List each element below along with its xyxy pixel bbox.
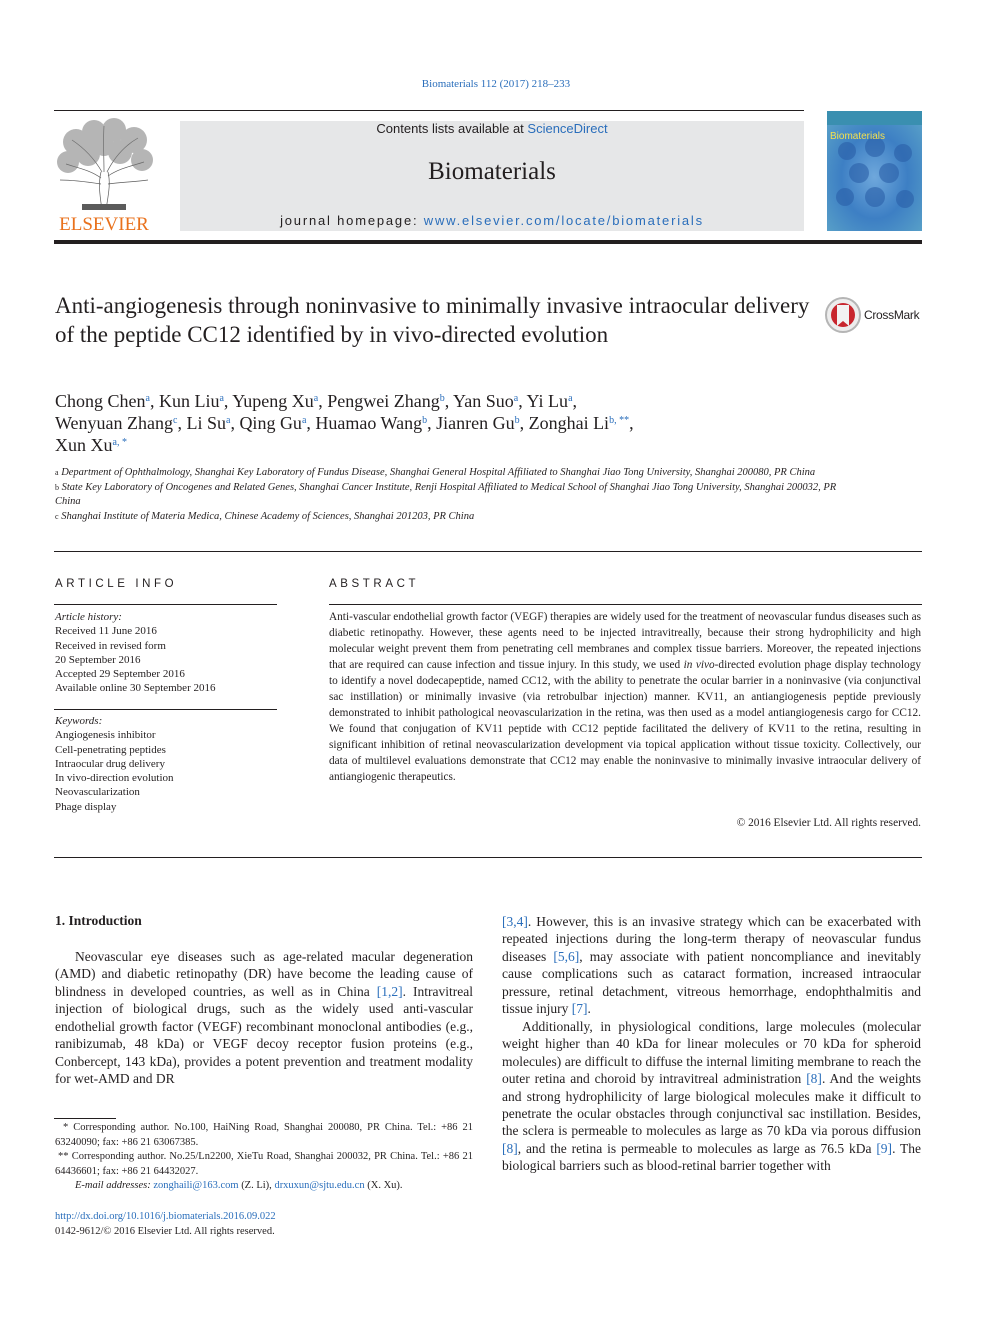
- author[interactable]: Yan Suo$^a$: [453, 391, 519, 411]
- citation-link[interactable]: [1,2]: [376, 983, 403, 999]
- introduction-heading: 1. Introduction: [55, 913, 142, 928]
- keywords-rule: [54, 709, 277, 710]
- journal-cover-thumbnail[interactable]: [827, 111, 922, 231]
- paragraph: Neovascular eye diseases such as age-related macular degeneration (AMD) and diabetic retinopathy (DR) have become the leading cause of blindness in developed countries, as well as in China [1,2]. Intravitreal injection of biological drugs, such as the widely used anti-vascular endothelial growth factor (VEGF) recombinant monoclonal antibodies (e.g., ranibizumab, 48 kDa) or VEGF decoy receptor fusion proteins (e.g., Conbercept, 143 kDa), provides a potent prevention and treatment modality for wet-AMD and DR: [55, 949, 473, 1087]
- paragraph: Additionally, in physiological conditions, large molecules (molecular weight higher than 40 kDa for linear molecules or 70 kDa for spheroid molecules) are difficult to diffuse the internal limiting membrane to reach the outer retina and choroid by intravitreal administration [8]. And the weights and strong hydrophilicity of large biological molecules make it difficult to penetrate the ocular obstacles through conjunctival sac instillation. Besides, the sclera is permeable to molecules as large as 70 kDa via porous diffusion [8], and the retina is permeable to molecules as large as 76.5 kDa [9]. The biological barriers such as blood-retinal barrier together with: [502, 1018, 922, 1174]
- affiliation: $^b$ State Key Laboratory of Oncogenes and Related Genes, Shanghai Cancer Institute, Renji Hospital Affiliated to Medical School of Shanghai Jiao Tong University, Shanghai 200032, PR China: [55, 482, 837, 507]
- corresponding-author-note: * Corresponding author. No.100, HaiNing Road, Shanghai 200080, PR China. Tel.: +86 21 63240090; fax: +86 21 63067385.: [55, 1122, 473, 1148]
- article-history: [55, 610, 277, 696]
- elsevier-logo[interactable]: [54, 118, 154, 236]
- keyword: In vivo-direction evolution: [55, 772, 174, 785]
- author[interactable]: Zonghai $Li^{b, **}$: [528, 413, 630, 433]
- history-entry: Received in revised form: [55, 639, 166, 652]
- history-label: Article history:: [55, 611, 122, 623]
- elsevier-wordmark: ELSEVIER: [59, 214, 149, 235]
- header-thick-rule: [54, 240, 922, 244]
- keyword: Angiogenesis inhibitor: [55, 729, 156, 742]
- history-entry: Accepted 29 September 2016: [55, 668, 185, 681]
- affiliations: [55, 466, 845, 525]
- citation-link[interactable]: [9]: [876, 1140, 893, 1156]
- affiliation: $^a$ Department of Ophthalmology, Shanghai Key Laboratory of Fundus Disease, Shanghai General Hospital Affiliated to Shanghai Jiao Tong University, Shanghai 200080, PR China: [55, 467, 816, 478]
- article-info-rule: [54, 604, 277, 605]
- homepage-link[interactable]: www.elsevier.com/locate/biomaterials: [423, 213, 704, 228]
- crossmark-label: CrossMark: [864, 308, 920, 322]
- author[interactable]: Chong Chen$^a$: [55, 391, 150, 411]
- citation-link[interactable]: [8]: [502, 1140, 518, 1156]
- footnotes: [55, 1121, 473, 1194]
- sciencedirect-link[interactable]: ScienceDirect: [527, 121, 608, 136]
- journal-homepage-line: [180, 213, 804, 228]
- keywords: [55, 714, 277, 814]
- doi-link[interactable]: http://dx.doi.org/10.1016/j.biomaterials.2016.09.022: [55, 1211, 276, 1222]
- author[interactable]: Wenyuan Zhang$^c$: [55, 413, 178, 433]
- corresponding-author-note: ** Corresponding author. No.25/Ln2200, XieTu Road, Shanghai 200032, PR China. Tel.: +86 21 64436601; fax: +86 21 64432027.: [55, 1151, 473, 1177]
- contents-available-line: [180, 121, 804, 136]
- body-column-right: [502, 913, 921, 1175]
- author-list: Chong Chen$^a$, Kun Liu$^a$, Yupeng Xu$^a$, Pengwei Zhang$^b$, Yan Suo$^a$, Yi Lu$^a$, Wenyuan Zhang$^c$, Li Su$^a$, Qing Gu$^a$, Huamao Wang$^b$, Jianren Gu$^b$, Zonghai $Li^{b, **}$, Xun $Xu^{a, *}$: [55, 391, 634, 455]
- author[interactable]: Huamao Wang$^b$: [315, 413, 428, 433]
- journal-title: Biomaterials: [428, 158, 556, 185]
- crossmark-badge[interactable]: [824, 296, 924, 336]
- crossmark-icon: [824, 296, 864, 336]
- abstract-text: Anti-vascular endothelial growth factor (VEGF) therapies are widely used for the treatment of neovascular fundus diseases such as diabetic retinopathy. However, these agents need to be injected intravitreally, because their strong hydrophilicity and high molecular weight prevent them from penetrating cell membranes and complex tissue barriers. Moreover, the repeated injections that are required can cause infection and tissue injury. In this study, we used in vivo-directed evolution phage display technology to identify a novel dodecapeptide, named CC12, with the ability to penetrate the ocular barrier in a noninvasive (via conjunctival sac instillation) or minimally invasive (via retrobulbar injection) manner. KV11, an antiangiogenesis peptide previously demonstrated to inhibit pathological neovascularization in the retina, was then used as a model antiangiogenesis cargo for CC12. We found that conjugation of KV11 peptide with CC12 peptide facilitated the delivery of KV11 to the retina, resulting in significant inhibition of retinal neovascularization development via topical application without tissue toxicity. Collectively, our data of multilevel evaluations demonstrate that CC12 may enable the noninvasive to minimally invasive intraocular delivery of antiangiogenic therapeutics.: [329, 611, 921, 783]
- body-column-left: [55, 948, 473, 1088]
- author[interactable]: Yi Lu$^a$: [526, 391, 573, 411]
- author[interactable]: Jianren Gu$^b$: [436, 413, 520, 433]
- email-addresses: E-mail addresses: zonghaili@163.com (Z. Li), drxuxun@sjtu.edu.cn (X. Xu).: [75, 1180, 403, 1191]
- contents-prefix: Contents lists available at: [376, 121, 528, 136]
- abstract-heading: ABSTRACT: [329, 578, 420, 590]
- email-link[interactable]: drxuxun@sjtu.edu.cn: [274, 1180, 365, 1191]
- keywords-label: Keywords:: [55, 715, 103, 727]
- article-info-heading: ARTICLE INFO: [55, 578, 178, 590]
- keyword: Neovascularization: [55, 786, 140, 799]
- email-link[interactable]: zonghaili@163.com: [153, 1180, 239, 1191]
- section-rule: [54, 857, 922, 858]
- author[interactable]: Yupeng Xu$^a$: [232, 391, 319, 411]
- article-title: Anti-angiogenesis through noninvasive to minimally invasive intraocular delivery of the peptide CC12 identified by in vivo-directed evolution: [55, 293, 810, 347]
- citation-link[interactable]: [7]: [571, 1001, 588, 1017]
- footnote-rule: [54, 1118, 116, 1119]
- abstract-rule: [329, 604, 922, 605]
- section-rule: [54, 551, 922, 552]
- affiliation: $^c$ Shanghai Institute of Materia Medica, Chinese Academy of Sciences, Shanghai 201203, PR China: [55, 511, 475, 522]
- author[interactable]: Pengwei Zhang$^b$: [327, 391, 445, 411]
- author[interactable]: Qing Gu$^a$: [239, 413, 307, 433]
- citation-link[interactable]: [5,6]: [553, 948, 580, 964]
- header-rule: [54, 110, 804, 111]
- citation-link[interactable]: [3,4]: [502, 914, 528, 929]
- cover-title: Biomaterials: [830, 131, 886, 142]
- journal-citation[interactable]: Biomaterials 112 (2017) 218–233: [421, 78, 571, 90]
- keyword: Phage display: [55, 800, 117, 813]
- history-entry: 20 September 2016: [55, 653, 141, 666]
- paragraph: [3,4]. However, this is an invasive strategy which can be exacerbated with repeated injections during the long-term therapy of neovascular fundus diseases [5,6], may associate with patient noncompliance and inevitably cause complications such as cataract formation, increased intraocular pressure, retinal detachment, vitreous hemorrhage, endophthalmitis and tissue injury [7].: [502, 914, 921, 1017]
- issn-copyright: 0142-9612/© 2016 Elsevier Ltd. All rights reserved.: [55, 1226, 275, 1237]
- history-entry: Available online 30 September 2016: [55, 682, 216, 695]
- author[interactable]: Xun $Xu^{a, *}$: [55, 435, 127, 455]
- keyword: Cell-penetrating peptides: [55, 743, 166, 756]
- abstract-copyright: © 2016 Elsevier Ltd. All rights reserved.: [736, 817, 921, 829]
- citation-link[interactable]: [8]: [806, 1071, 822, 1087]
- author[interactable]: Li Su$^a$: [186, 413, 231, 433]
- keyword: Intraocular drug delivery: [55, 757, 165, 770]
- homepage-prefix: journal homepage:: [280, 213, 424, 228]
- author[interactable]: Kun Liu$^a$: [158, 391, 224, 411]
- history-entry: Received 11 June 2016: [55, 625, 157, 638]
